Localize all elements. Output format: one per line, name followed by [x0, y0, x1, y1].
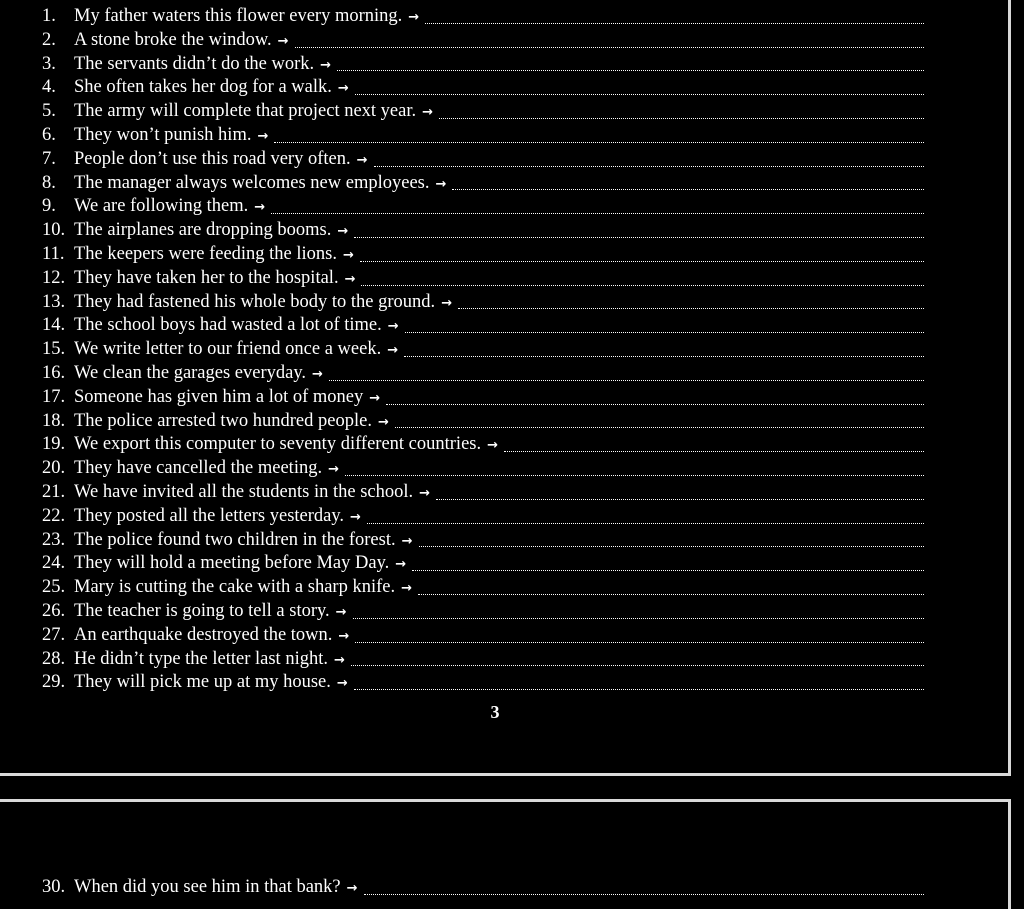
- exercise-list: [42, 5, 924, 695]
- item-number: 8.: [42, 172, 56, 193]
- active-sentence: The police arrested two hundred people.: [74, 410, 372, 431]
- arrow-right-icon: →: [401, 581, 412, 597]
- answer-blank-line[interactable]: [439, 117, 924, 119]
- answer-blank-line[interactable]: [436, 498, 924, 500]
- arrow-right-icon: →: [387, 343, 399, 359]
- active-sentence: When did you see him in that bank?: [74, 877, 341, 897]
- active-sentence: She often takes her dog for a walk.: [74, 77, 332, 98]
- active-sentence: We are following them.: [74, 196, 249, 217]
- active-sentence: Someone has given him a lot of money: [74, 386, 364, 407]
- item-number: 7.: [42, 148, 56, 169]
- arrow-right-icon: →: [369, 390, 381, 406]
- arrow-right-icon: →: [422, 105, 434, 121]
- item-number: 23.: [42, 529, 66, 550]
- arrow-right-icon: →: [337, 224, 349, 240]
- item-number: 27.: [42, 624, 66, 645]
- arrow-right-icon: →: [377, 414, 389, 430]
- answer-blank-line[interactable]: [355, 641, 924, 643]
- arrow-right-icon: →: [338, 628, 350, 644]
- item-number: 1.: [42, 6, 56, 26]
- active-sentence: They won’t punish him.: [74, 124, 252, 145]
- item-number: 10.: [42, 220, 66, 241]
- item-number: 20.: [42, 458, 66, 479]
- answer-blank-line[interactable]: [361, 284, 924, 286]
- exercise-item: [42, 314, 924, 338]
- arrow-right-icon: →: [419, 485, 431, 501]
- exercise-item: [42, 148, 924, 172]
- exercise-item: [42, 195, 924, 219]
- answer-blank-line[interactable]: [353, 617, 924, 619]
- arrow-right-icon: →: [435, 176, 447, 192]
- active-sentence: They posted all the letters yesterday.: [74, 505, 345, 526]
- item-number: 30.: [42, 877, 66, 897]
- exercise-item: [42, 219, 924, 243]
- arrow-right-icon: →: [320, 57, 332, 73]
- item-number: 9.: [42, 196, 56, 217]
- exercise-item: [42, 552, 924, 576]
- answer-blank-line[interactable]: [354, 236, 924, 238]
- arrow-right-icon: →: [254, 200, 266, 216]
- active-sentence: Mary is cutting the cake with a sharp knife.: [74, 577, 396, 598]
- active-sentence: My father waters this flower every morning.: [74, 6, 403, 26]
- item-number: 13.: [42, 291, 66, 312]
- item-number: 19.: [42, 434, 66, 455]
- exercise-item: [42, 600, 924, 624]
- arrow-right-icon: →: [387, 319, 399, 335]
- item-number: 29.: [42, 672, 66, 693]
- active-sentence: A stone broke the window.: [74, 29, 272, 50]
- item-number: 4.: [42, 77, 56, 98]
- answer-blank-line[interactable]: [367, 522, 924, 524]
- answer-blank-line[interactable]: [452, 188, 924, 190]
- exercise-item: [42, 457, 924, 481]
- active-sentence: They have cancelled the meeting.: [74, 458, 323, 479]
- exercise-item: [42, 505, 924, 529]
- exercise-item: [42, 243, 924, 267]
- answer-blank-line[interactable]: [355, 93, 924, 95]
- active-sentence: The servants didn’t do the work.: [74, 53, 315, 74]
- arrow-right-icon: →: [408, 10, 420, 25]
- exercise-item: [42, 433, 924, 457]
- active-sentence: The manager always welcomes new employees.: [74, 172, 430, 193]
- arrow-right-icon: →: [395, 557, 407, 573]
- arrow-right-icon: →: [257, 128, 269, 144]
- item-number: 11.: [42, 243, 65, 264]
- page-number: 3: [490, 702, 500, 722]
- answer-blank-line[interactable]: [364, 893, 924, 895]
- arrow-right-icon: →: [344, 271, 356, 287]
- exercise-item: [42, 481, 924, 505]
- answer-blank-line[interactable]: [274, 141, 924, 143]
- item-number: 25.: [42, 577, 66, 598]
- exercise-item: [42, 100, 924, 124]
- exercise-item: [42, 410, 924, 434]
- arrow-right-icon: →: [337, 81, 349, 97]
- active-sentence: We have invited all the students in the school.: [74, 481, 414, 502]
- answer-blank-line[interactable]: [425, 22, 924, 24]
- active-sentence: The teacher is going to tell a story.: [74, 600, 330, 621]
- arrow-right-icon: →: [356, 152, 368, 168]
- item-number: 14.: [42, 315, 66, 336]
- item-number: 17.: [42, 386, 66, 407]
- exercise-item: [42, 267, 924, 291]
- exercise-item: [42, 576, 924, 600]
- answer-blank-line[interactable]: [419, 545, 924, 547]
- exercise-item: [42, 876, 924, 900]
- answer-blank-line[interactable]: [351, 664, 924, 666]
- answer-blank-line[interactable]: [374, 165, 925, 167]
- exercise-item: [42, 648, 924, 672]
- active-sentence: We export this computer to seventy different countries.: [74, 434, 482, 455]
- worksheet-page-4: [0, 799, 1011, 909]
- answer-blank-line[interactable]: [345, 474, 924, 476]
- exercise-item: [42, 172, 924, 196]
- item-number: 24.: [42, 553, 66, 574]
- arrow-right-icon: →: [312, 366, 323, 382]
- active-sentence: We write letter to our friend once a week.: [74, 339, 382, 360]
- exercise-item: [42, 29, 924, 53]
- exercise-item: [42, 671, 924, 695]
- item-number: 21.: [42, 481, 66, 502]
- arrow-right-icon: →: [350, 509, 361, 525]
- active-sentence: They will hold a meeting before May Day.: [74, 553, 390, 574]
- item-number: 5.: [42, 101, 56, 122]
- arrow-right-icon: →: [336, 676, 348, 692]
- item-number: 3.: [42, 53, 56, 74]
- active-sentence: The airplanes are dropping booms.: [74, 220, 332, 241]
- item-number: 22.: [42, 505, 66, 526]
- arrow-right-icon: →: [487, 438, 499, 454]
- active-sentence: People don’t use this road very often.: [74, 148, 351, 169]
- active-sentence: The army will complete that project next year.: [74, 101, 417, 122]
- arrow-right-icon: →: [277, 33, 289, 49]
- answer-blank-line[interactable]: [386, 403, 924, 405]
- answer-blank-line[interactable]: [354, 688, 924, 690]
- answer-blank-line[interactable]: [405, 331, 924, 333]
- exercise-item: [42, 362, 924, 386]
- item-number: 18.: [42, 410, 66, 431]
- item-number: 16.: [42, 362, 66, 383]
- arrow-right-icon: →: [401, 533, 413, 549]
- exercise-list-continued: [42, 876, 924, 900]
- active-sentence: The police found two children in the forest.: [74, 529, 396, 550]
- answer-blank-line[interactable]: [395, 426, 924, 428]
- answer-blank-line[interactable]: [418, 593, 924, 595]
- arrow-right-icon: →: [328, 462, 339, 478]
- exercise-item: [42, 5, 924, 29]
- exercise-item: [42, 291, 924, 315]
- active-sentence: They have taken her to the hospital.: [74, 267, 339, 288]
- item-number: 26.: [42, 600, 66, 621]
- item-number: 12.: [42, 267, 66, 288]
- answer-blank-line[interactable]: [504, 450, 924, 452]
- active-sentence: He didn’t type the letter last night.: [74, 648, 328, 669]
- active-sentence: The school boys had wasted a lot of time.: [74, 315, 382, 336]
- arrow-right-icon: →: [346, 881, 358, 896]
- active-sentence: They will pick me up at my house.: [74, 672, 331, 693]
- active-sentence: They had fastened his whole body to the ground.: [74, 291, 436, 312]
- exercise-item: [42, 624, 924, 648]
- answer-blank-line[interactable]: [271, 212, 924, 214]
- exercise-item: [42, 76, 924, 100]
- exercise-item: [42, 53, 924, 77]
- exercise-item: [42, 338, 924, 362]
- item-number: 6.: [42, 124, 56, 145]
- item-number: 28.: [42, 648, 66, 669]
- arrow-right-icon: →: [333, 652, 345, 668]
- arrow-right-icon: →: [343, 247, 354, 263]
- item-number: 15.: [42, 339, 66, 360]
- answer-blank-line[interactable]: [337, 69, 924, 71]
- answer-blank-line[interactable]: [295, 46, 924, 48]
- answer-blank-line[interactable]: [458, 307, 924, 309]
- exercise-item: [42, 529, 924, 553]
- arrow-right-icon: →: [441, 295, 453, 311]
- item-number: 2.: [42, 29, 56, 50]
- active-sentence: The keepers were feeding the lions.: [74, 243, 338, 264]
- answer-blank-line[interactable]: [360, 260, 924, 262]
- answer-blank-line[interactable]: [404, 355, 924, 357]
- exercise-item: [42, 386, 924, 410]
- answer-blank-line[interactable]: [329, 379, 924, 381]
- answer-blank-line[interactable]: [412, 569, 924, 571]
- arrow-right-icon: →: [335, 604, 347, 620]
- exercise-item: [42, 124, 924, 148]
- active-sentence: We clean the garages everyday.: [74, 362, 307, 383]
- active-sentence: An earthquake destroyed the town.: [74, 624, 333, 645]
